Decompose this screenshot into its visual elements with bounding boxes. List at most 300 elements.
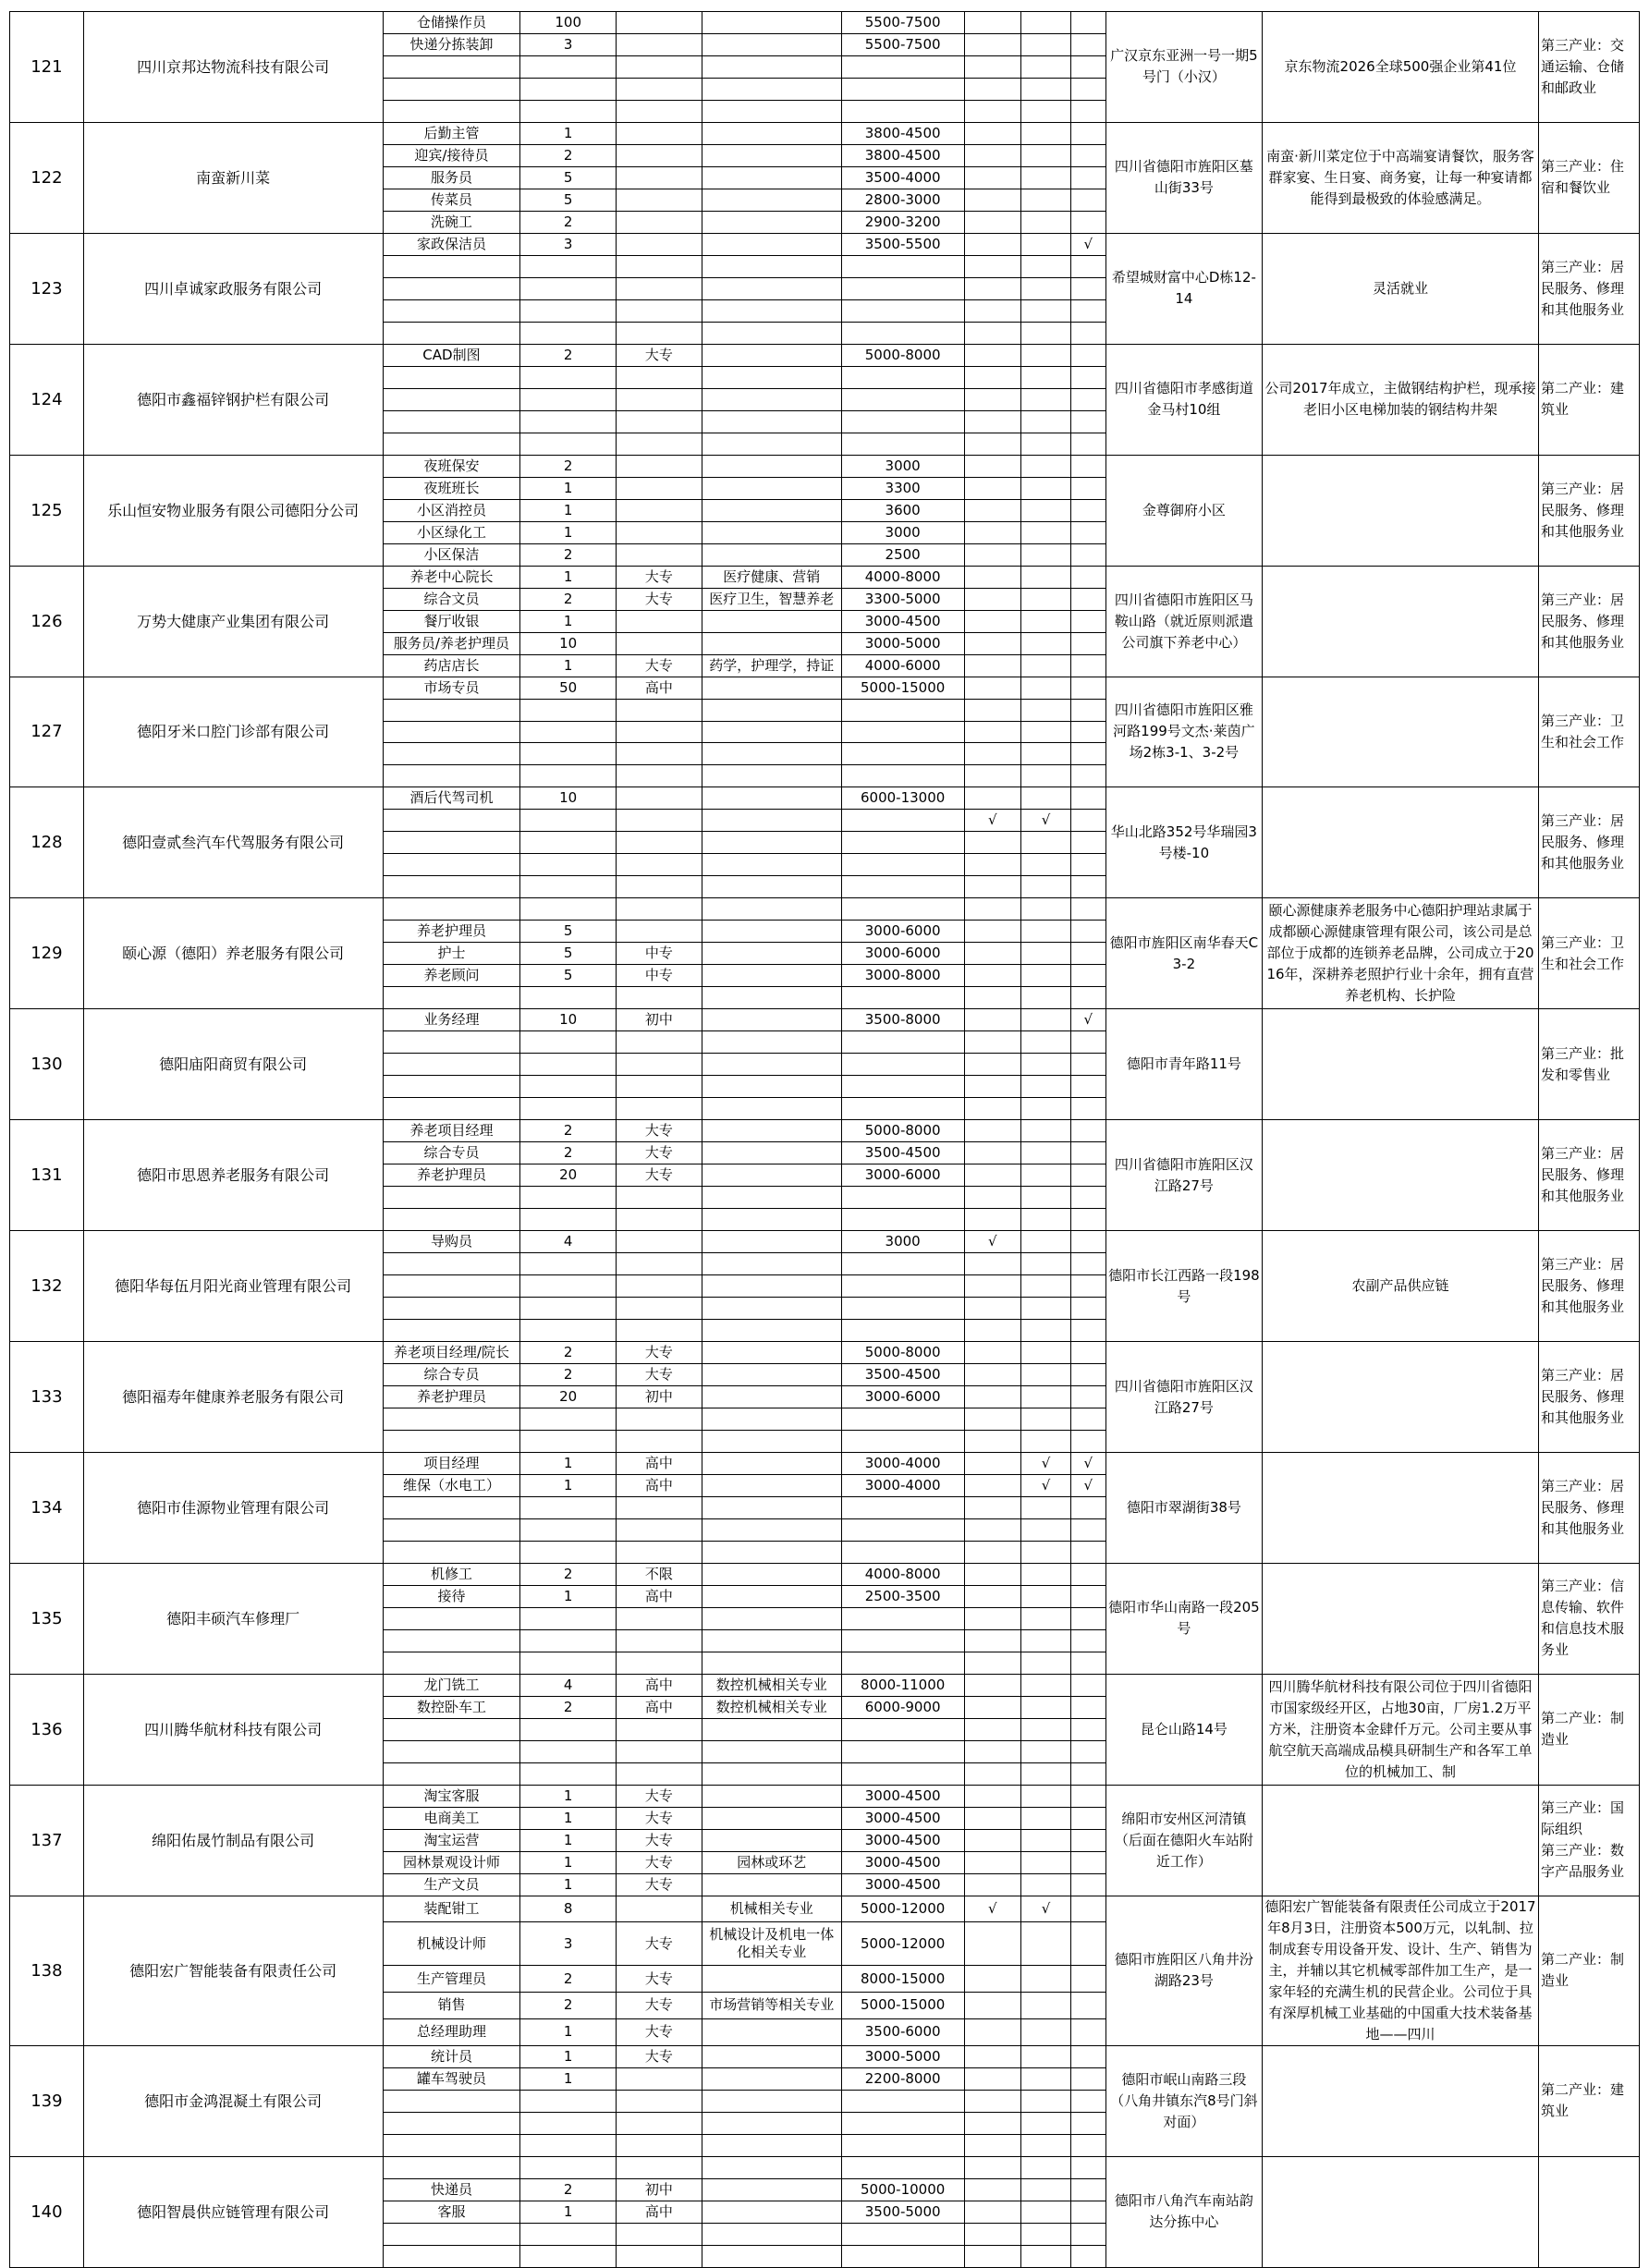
major xyxy=(702,144,841,166)
major xyxy=(702,1563,841,1585)
check-a xyxy=(964,1966,1021,1993)
check-c xyxy=(1070,1851,1105,1873)
major xyxy=(702,2067,841,2090)
headcount xyxy=(520,1054,617,1076)
headcount: 1 xyxy=(520,2201,617,2223)
major xyxy=(702,1452,841,1474)
company-description: 京东物流2026全球500强企业第41位 xyxy=(1263,12,1539,123)
check-c xyxy=(1070,1142,1105,1164)
salary: 3000-5000 xyxy=(841,632,964,654)
check-a xyxy=(964,943,1021,965)
check-c xyxy=(1070,1896,1105,1922)
industry-category: 第三产业：信息传输、软件和信息技术服务业 xyxy=(1538,1563,1639,1674)
check-c xyxy=(1070,1652,1105,1674)
check-a xyxy=(964,410,1021,433)
salary xyxy=(841,765,964,787)
major xyxy=(702,1474,841,1496)
headcount xyxy=(520,1431,617,1453)
headcount: 1 xyxy=(520,654,617,677)
check-c: √ xyxy=(1070,233,1105,255)
education: 大专 xyxy=(616,1142,702,1164)
job-title xyxy=(383,2090,520,2112)
major xyxy=(702,166,841,189)
education xyxy=(616,521,702,543)
check-c xyxy=(1070,876,1105,898)
headcount: 1 xyxy=(520,2018,617,2045)
headcount: 1 xyxy=(520,566,617,588)
check-b xyxy=(1021,2178,1071,2201)
headcount: 1 xyxy=(520,521,617,543)
check-b xyxy=(1021,987,1071,1009)
salary xyxy=(841,2134,964,2156)
check-c xyxy=(1070,277,1105,299)
headcount xyxy=(520,987,617,1009)
check-a xyxy=(964,1696,1021,1718)
check-b xyxy=(1021,876,1071,898)
headcount xyxy=(520,1187,617,1209)
job-title xyxy=(383,1652,520,1674)
headcount: 3 xyxy=(520,233,617,255)
check-c xyxy=(1070,1320,1105,1342)
check-c xyxy=(1070,965,1105,987)
headcount: 2 xyxy=(520,1563,617,1585)
check-b xyxy=(1021,1386,1071,1408)
check-c xyxy=(1070,1629,1105,1652)
check-b xyxy=(1021,1873,1071,1896)
education: 高中 xyxy=(616,1452,702,1474)
check-b xyxy=(1021,1142,1071,1164)
job-title: 生产管理员 xyxy=(383,1966,520,1993)
check-a xyxy=(964,2156,1021,2178)
industry-category: 第三产业：居民服务、修理和其他服务业 xyxy=(1538,1452,1639,1563)
check-b xyxy=(1021,921,1071,943)
company-description xyxy=(1263,2156,1539,2267)
major xyxy=(702,1873,841,1896)
education xyxy=(616,189,702,211)
check-a xyxy=(964,1386,1021,1408)
check-a xyxy=(964,1142,1021,1164)
check-c xyxy=(1070,322,1105,344)
check-c xyxy=(1070,2018,1105,2045)
check-a xyxy=(964,1496,1021,1518)
salary: 5000-12000 xyxy=(841,1896,964,1922)
check-c xyxy=(1070,366,1105,388)
check-a xyxy=(964,965,1021,987)
job-title xyxy=(383,1607,520,1629)
check-c xyxy=(1070,632,1105,654)
headcount xyxy=(520,743,617,765)
headcount: 3 xyxy=(520,33,617,55)
job-title xyxy=(383,1275,520,1298)
salary: 3500-5000 xyxy=(841,2201,964,2223)
job-title: 项目经理 xyxy=(383,1452,520,1474)
education xyxy=(616,1076,702,1098)
education xyxy=(616,1408,702,1431)
industry-category: 第三产业：居民服务、修理和其他服务业 xyxy=(1538,1120,1639,1231)
job-title xyxy=(383,2156,520,2178)
company-name: 颐心源（德阳）养老服务有限公司 xyxy=(83,898,383,1009)
check-b xyxy=(1021,2201,1071,2223)
industry-category: 第三产业：居民服务、修理和其他服务业 xyxy=(1538,787,1639,898)
check-a xyxy=(964,33,1021,55)
check-b xyxy=(1021,610,1071,632)
education xyxy=(616,1187,702,1209)
major xyxy=(702,1585,841,1607)
check-a xyxy=(964,233,1021,255)
check-a xyxy=(964,1076,1021,1098)
check-b xyxy=(1021,1718,1071,1740)
check-a xyxy=(964,876,1021,898)
headcount: 10 xyxy=(520,632,617,654)
salary: 3300 xyxy=(841,477,964,499)
check-b xyxy=(1021,189,1071,211)
check-a xyxy=(964,1922,1021,1966)
education: 大专 xyxy=(616,1807,702,1829)
major xyxy=(702,1187,841,1209)
major xyxy=(702,699,841,721)
check-a xyxy=(964,477,1021,499)
job-title xyxy=(383,1408,520,1431)
check-b xyxy=(1021,1740,1071,1762)
check-a xyxy=(964,455,1021,477)
check-b xyxy=(1021,1408,1071,1431)
check-b xyxy=(1021,477,1071,499)
check-c xyxy=(1070,987,1105,1009)
education xyxy=(616,610,702,632)
headcount: 2 xyxy=(520,1142,617,1164)
job-title xyxy=(383,721,520,743)
headcount: 2 xyxy=(520,1993,617,2019)
headcount: 5 xyxy=(520,965,617,987)
company-name: 德阳市金鸿混凝土有限公司 xyxy=(83,2045,383,2156)
headcount: 1 xyxy=(520,122,617,144)
salary xyxy=(841,1098,964,1120)
check-b xyxy=(1021,233,1071,255)
check-c xyxy=(1070,1076,1105,1098)
job-title: 洗碗工 xyxy=(383,211,520,233)
check-b xyxy=(1021,1629,1071,1652)
salary xyxy=(841,433,964,455)
major xyxy=(702,1431,841,1453)
major xyxy=(702,366,841,388)
education: 大专 xyxy=(616,1851,702,1873)
job-title: 装配钳工 xyxy=(383,1896,520,1922)
salary xyxy=(841,2245,964,2267)
check-b xyxy=(1021,1829,1071,1851)
check-b xyxy=(1021,322,1071,344)
job-title: 服务员/养老护理员 xyxy=(383,632,520,654)
education: 初中 xyxy=(616,2178,702,2201)
check-a xyxy=(964,1209,1021,1231)
check-b xyxy=(1021,1607,1071,1629)
table-row xyxy=(10,1342,1640,1364)
check-c xyxy=(1070,299,1105,322)
job-title: 客服 xyxy=(383,2201,520,2223)
education: 大专 xyxy=(616,654,702,677)
check-b xyxy=(1021,344,1071,366)
major xyxy=(702,1142,841,1164)
salary: 3000-4500 xyxy=(841,1851,964,1873)
job-title: 生产文员 xyxy=(383,1873,520,1896)
headcount xyxy=(520,1718,617,1740)
headcount xyxy=(520,1496,617,1518)
check-a xyxy=(964,1275,1021,1298)
check-a xyxy=(964,433,1021,455)
check-c xyxy=(1070,2134,1105,2156)
check-b xyxy=(1021,33,1071,55)
check-c xyxy=(1070,1187,1105,1209)
check-a xyxy=(964,1298,1021,1320)
company-address: 四川省德阳市旌阳区汉江路27号 xyxy=(1105,1342,1262,1453)
salary xyxy=(841,2156,964,2178)
headcount: 4 xyxy=(520,1231,617,1253)
salary: 2900-3200 xyxy=(841,211,964,233)
salary: 3000-4000 xyxy=(841,1474,964,1496)
major xyxy=(702,1031,841,1054)
check-a xyxy=(964,1253,1021,1275)
check-c xyxy=(1070,787,1105,810)
major: 机械设计及机电一体化相关专业 xyxy=(702,1922,841,1966)
table-row xyxy=(10,344,1640,366)
check-a xyxy=(964,677,1021,699)
job-title xyxy=(383,2223,520,2245)
major xyxy=(702,1076,841,1098)
major xyxy=(702,122,841,144)
table-row xyxy=(10,1120,1640,1142)
headcount xyxy=(520,832,617,854)
education xyxy=(616,166,702,189)
job-title: 淘宝运营 xyxy=(383,1829,520,1851)
company-address: 四川省德阳市旌阳区雅河路199号文杰·莱茵广场2栋3-1、3-2号 xyxy=(1105,677,1262,787)
company-name: 四川京邦达物流科技有限公司 xyxy=(83,12,383,123)
table-row xyxy=(10,1231,1640,1253)
check-c xyxy=(1070,1541,1105,1563)
education xyxy=(616,410,702,433)
check-a xyxy=(964,211,1021,233)
check-c xyxy=(1070,765,1105,787)
check-b xyxy=(1021,1098,1071,1120)
education xyxy=(616,1231,702,1253)
job-title: 药店店长 xyxy=(383,654,520,677)
check-a xyxy=(964,189,1021,211)
education: 大专 xyxy=(616,588,702,610)
company-name: 德阳宏广智能装备有限责任公司 xyxy=(83,1896,383,2045)
check-c xyxy=(1070,1364,1105,1386)
salary xyxy=(841,1652,964,1674)
major xyxy=(702,33,841,55)
job-title xyxy=(383,1762,520,1785)
headcount: 1 xyxy=(520,610,617,632)
major xyxy=(702,2178,841,2201)
salary xyxy=(841,1607,964,1629)
education: 大专 xyxy=(616,1829,702,1851)
check-a xyxy=(964,1364,1021,1386)
check-c xyxy=(1070,255,1105,277)
company-name: 万势大健康产业集团有限公司 xyxy=(83,566,383,677)
education xyxy=(616,2245,702,2267)
major xyxy=(702,2045,841,2067)
major xyxy=(702,1231,841,1253)
major xyxy=(702,965,841,987)
headcount xyxy=(520,810,617,832)
education xyxy=(616,477,702,499)
education: 高中 xyxy=(616,677,702,699)
check-b xyxy=(1021,1541,1071,1563)
check-b xyxy=(1021,1253,1071,1275)
check-a xyxy=(964,1431,1021,1453)
table-row xyxy=(10,677,1640,699)
headcount: 2 xyxy=(520,1966,617,1993)
salary: 2200-8000 xyxy=(841,2067,964,2090)
education xyxy=(616,233,702,255)
job-title: 小区保洁 xyxy=(383,543,520,566)
check-a xyxy=(964,2223,1021,2245)
job-title: 传菜员 xyxy=(383,189,520,211)
headcount: 20 xyxy=(520,1386,617,1408)
headcount xyxy=(520,721,617,743)
check-a xyxy=(964,1518,1021,1541)
check-c xyxy=(1070,943,1105,965)
company-number: 135 xyxy=(10,1563,84,1674)
job-title: 导购员 xyxy=(383,1231,520,1253)
education: 高中 xyxy=(616,1474,702,1496)
education: 大专 xyxy=(616,566,702,588)
major xyxy=(702,921,841,943)
major: 医疗卫生，智慧养老 xyxy=(702,588,841,610)
salary xyxy=(841,876,964,898)
check-b xyxy=(1021,1496,1071,1518)
major xyxy=(702,55,841,78)
headcount xyxy=(520,322,617,344)
salary: 3500-6000 xyxy=(841,2018,964,2045)
company-name: 德阳市思恩养老服务有限公司 xyxy=(83,1120,383,1231)
table-row xyxy=(10,1009,1640,1031)
check-a xyxy=(964,832,1021,854)
check-b xyxy=(1021,2112,1071,2134)
check-c xyxy=(1070,1231,1105,1253)
check-b xyxy=(1021,1076,1071,1098)
check-c xyxy=(1070,2178,1105,2201)
job-title: 销售 xyxy=(383,1993,520,2019)
check-b xyxy=(1021,1652,1071,1674)
check-a xyxy=(964,1993,1021,2019)
salary xyxy=(841,1275,964,1298)
major xyxy=(702,765,841,787)
education: 高中 xyxy=(616,2201,702,2223)
education: 高中 xyxy=(616,1696,702,1718)
check-b xyxy=(1021,898,1071,921)
major xyxy=(702,1253,841,1275)
job-title xyxy=(383,1541,520,1563)
check-a xyxy=(964,898,1021,921)
education xyxy=(616,743,702,765)
check-c xyxy=(1070,1563,1105,1585)
headcount: 1 xyxy=(520,2067,617,2090)
job-title: 总经理助理 xyxy=(383,2018,520,2045)
company-address: 德阳市青年路11号 xyxy=(1105,1009,1262,1120)
industry-category: 第三产业：卫生和社会工作 xyxy=(1538,677,1639,787)
headcount: 4 xyxy=(520,1674,617,1696)
job-title: 淘宝客服 xyxy=(383,1785,520,1807)
job-title xyxy=(383,1187,520,1209)
check-c: √ xyxy=(1070,1452,1105,1474)
industry-category: 第三产业：交通运输、仓储和邮政业 xyxy=(1538,12,1639,123)
major xyxy=(702,1807,841,1829)
company-description: 颐心源健康养老服务中心德阳护理站隶属于成都颐心源健康管理有限公司，该公司是总部位于成都的连锁养老品牌，公司成立于2016年，深耕养老照护行业十余年，拥有直营养老机构、长护险 xyxy=(1263,898,1539,1009)
industry-category: 第三产业：居民服务、修理和其他服务业 xyxy=(1538,233,1639,344)
education xyxy=(616,322,702,344)
check-b xyxy=(1021,499,1071,521)
check-c xyxy=(1070,1674,1105,1696)
check-b xyxy=(1021,2067,1071,2090)
check-b xyxy=(1021,1342,1071,1364)
check-c: √ xyxy=(1070,1474,1105,1496)
job-title xyxy=(383,1298,520,1320)
check-a xyxy=(964,1031,1021,1054)
industry-category: 第三产业：批发和零售业 xyxy=(1538,1009,1639,1120)
education: 初中 xyxy=(616,1386,702,1408)
check-b xyxy=(1021,699,1071,721)
check-c xyxy=(1070,566,1105,588)
check-a xyxy=(964,166,1021,189)
education xyxy=(616,2112,702,2134)
check-a xyxy=(964,277,1021,299)
salary: 5000-8000 xyxy=(841,1120,964,1142)
check-c xyxy=(1070,1785,1105,1807)
check-a xyxy=(964,1408,1021,1431)
check-b xyxy=(1021,632,1071,654)
check-b xyxy=(1021,78,1071,100)
major: 机械相关专业 xyxy=(702,1896,841,1922)
job-title xyxy=(383,1320,520,1342)
check-b xyxy=(1021,1674,1071,1696)
company-address: 德阳市旌阳区南华春天C3-2 xyxy=(1105,898,1262,1009)
company-address: 昆仑山路14号 xyxy=(1105,1674,1262,1785)
company-number: 133 xyxy=(10,1342,84,1453)
salary: 8000-15000 xyxy=(841,1966,964,1993)
major xyxy=(702,433,841,455)
major xyxy=(702,477,841,499)
major xyxy=(702,2245,841,2267)
salary xyxy=(841,277,964,299)
job-title xyxy=(383,1496,520,1518)
salary xyxy=(841,699,964,721)
check-c xyxy=(1070,1054,1105,1076)
salary: 3800-4500 xyxy=(841,122,964,144)
salary: 5500-7500 xyxy=(841,33,964,55)
check-c xyxy=(1070,388,1105,410)
check-a xyxy=(964,699,1021,721)
headcount xyxy=(520,2156,617,2178)
headcount: 10 xyxy=(520,787,617,810)
education xyxy=(616,122,702,144)
salary xyxy=(841,299,964,322)
education: 高中 xyxy=(616,1674,702,1696)
headcount xyxy=(520,55,617,78)
check-b xyxy=(1021,2245,1071,2267)
company-number: 126 xyxy=(10,566,84,677)
industry-category: 第三产业：住宿和餐饮业 xyxy=(1538,122,1639,233)
major xyxy=(702,787,841,810)
major xyxy=(702,1541,841,1563)
education xyxy=(616,144,702,166)
major xyxy=(702,1298,841,1320)
salary: 3300-5000 xyxy=(841,588,964,610)
education: 大专 xyxy=(616,1785,702,1807)
headcount: 5 xyxy=(520,943,617,965)
company-name: 德阳牙米口腔门诊部有限公司 xyxy=(83,677,383,787)
salary: 3000-6000 xyxy=(841,921,964,943)
